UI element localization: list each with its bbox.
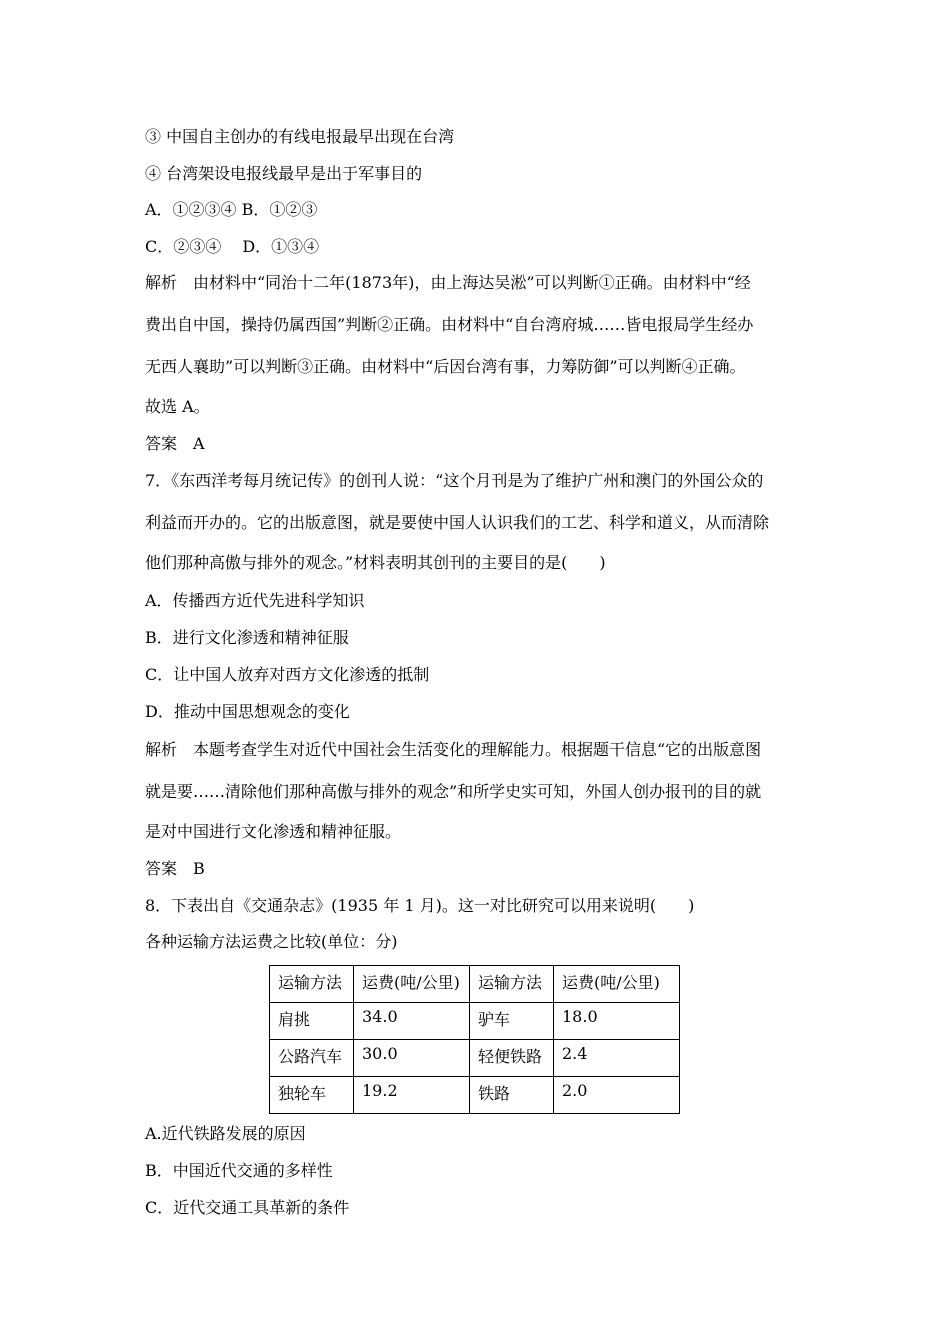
q7-stem-line: 利益而开办的。它的出版意图，就是要使中国人认识我们的工艺、科学和道义，从而清除 [145, 513, 770, 532]
table-cell: 30.0 [354, 1040, 470, 1077]
q6-option-3: ③ 中国自主创办的有线电报最早出现在台湾 [145, 127, 455, 146]
q8-stem: 8．下表出自《交通杂志》(1935 年 1 月)。这一对比研究可以用来说明( ) [145, 896, 695, 915]
table-cell: 34.0 [354, 1003, 470, 1040]
table-row [270, 1040, 680, 1077]
table-header-cell: 运费(吨/公里) [554, 966, 680, 1003]
table-cell: 驴车 [470, 1003, 554, 1040]
freight-cost-table [269, 965, 680, 1114]
q7-option-b: B．进行文化渗透和精神征服 [145, 628, 349, 647]
q6-analysis-line: 无西人襄助”可以判断③正确。由材料中“后因台湾有事，力筹防御”可以判断④正确。 [145, 357, 746, 376]
q6-option-4: ④ 台湾架设电报线最早是出于军事目的 [145, 164, 423, 183]
table-cell: 独轮车 [270, 1077, 354, 1114]
table-header-row [270, 966, 680, 1003]
q6-analysis-line: 费出自中国，操持仍属西国”判断②正确。由材料中“自台湾府城……皆电报局学生经办 [145, 315, 754, 334]
q7-analysis-line: 是对中国进行文化渗透和精神征服。 [145, 822, 402, 841]
table-cell: 肩挑 [270, 1003, 354, 1040]
q6-analysis-line: 解析 由材料中“同治十二年(1873年)，由上海达吴淞”可以判断①正确。由材料中“经 [145, 273, 751, 292]
table-cell: 2.0 [554, 1077, 680, 1114]
q7-analysis-line: 就是要……清除他们那种高傲与排外的观念”和所学史实可知，外国人创办报刊的目的就 [145, 782, 762, 801]
q8-option-b: B．中国近代交通的多样性 [145, 1161, 333, 1180]
table-cell: 2.4 [554, 1040, 680, 1077]
table-cell: 公路汽车 [270, 1040, 354, 1077]
q6-analysis-line: 故选 A。 [145, 397, 210, 416]
table-header-cell: 运输方法 [270, 966, 354, 1003]
table-cell: 18.0 [554, 1003, 680, 1040]
q7-answer: 答案 B [145, 859, 205, 878]
q8-option-c: C．近代交通工具革新的条件 [145, 1198, 350, 1217]
q8-option-a: A.近代铁路发展的原因 [145, 1124, 306, 1143]
table-header-cell: 运费(吨/公里) [354, 966, 470, 1003]
q6-choices-cd: C．②③④ D．①③④ [145, 237, 320, 256]
q7-option-c: C．让中国人放弃对西方文化渗透的抵制 [145, 665, 430, 684]
q7-option-a: A．传播西方近代先进科学知识 [145, 591, 365, 610]
table-cell: 19.2 [354, 1077, 470, 1114]
q6-answer: 答案 A [145, 434, 205, 453]
q6-choices-ab: A．①②③④ B．①②③ [145, 200, 318, 219]
q7-option-d: D．推动中国思想观念的变化 [145, 702, 350, 721]
q7-stem-line: 他们那种高傲与排外的观念。”材料表明其创刊的主要目的是( ) [145, 553, 606, 572]
table-row [270, 1003, 680, 1040]
q7-analysis-line: 解析 本题考查学生对近代中国社会生活变化的理解能力。根据题干信息“它的出版意图 [145, 740, 762, 759]
table-header-cell: 运输方法 [470, 966, 554, 1003]
q7-stem-line: 7．《东西洋考每月统记传》的创刊人说：“这个月刊是为了维护广州和澳门的外国公众的 [145, 471, 764, 490]
table-cell: 铁路 [470, 1077, 554, 1114]
table-cell: 轻便铁路 [470, 1040, 554, 1077]
q8-table-caption: 各种运输方法运费之比较(单位：分) [145, 932, 398, 951]
table-row [270, 1077, 680, 1114]
